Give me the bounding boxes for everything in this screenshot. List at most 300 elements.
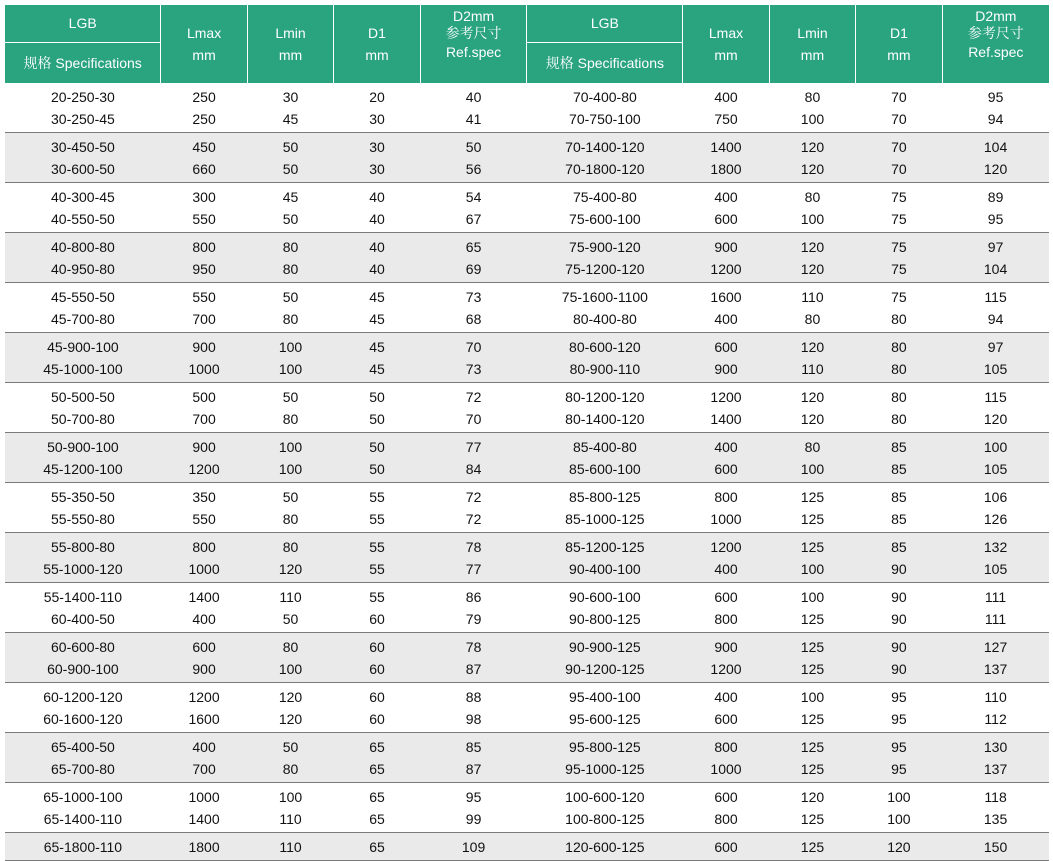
cell-right-d2: 105 bbox=[942, 358, 1049, 383]
cell-right-d2: 94 bbox=[987, 111, 1004, 127]
cell-left-lmax: 550 bbox=[161, 283, 247, 309]
cell-right-lmin: 110 bbox=[769, 358, 855, 383]
cell-right-lmin: 125 bbox=[769, 733, 855, 759]
cell-left-lmin: 80 bbox=[247, 258, 333, 283]
cell-left-spec: 45-1200-100 bbox=[5, 458, 161, 483]
cell-right-spec: 70-400-80 bbox=[572, 89, 637, 105]
cell-left-d1: 60 bbox=[369, 611, 385, 627]
row-group bbox=[5, 733, 1049, 783]
cell-left-spec: 65-400-50 bbox=[5, 733, 161, 759]
cell-right-lmax: 750 bbox=[714, 111, 738, 127]
table-row bbox=[5, 408, 1049, 433]
cell-right-d1: 75 bbox=[856, 183, 942, 209]
cell-left-lmax: 350 bbox=[161, 483, 247, 509]
cell-left-lmin: 100 bbox=[247, 333, 333, 359]
cell-right-spec: 100-600-120 bbox=[527, 783, 683, 809]
row-group bbox=[5, 183, 1049, 233]
cell-left-d1: 20 bbox=[369, 89, 385, 105]
cell-left-d2: 65 bbox=[420, 233, 527, 259]
cell-right-d1: 120 bbox=[856, 833, 942, 861]
cell-right-lmax: 600 bbox=[683, 458, 769, 483]
cell-left-spec: 45-1000-100 bbox=[5, 358, 161, 383]
table-row bbox=[5, 233, 1049, 259]
cell-right-lmin: 80 bbox=[769, 183, 855, 209]
cell-right-d1: 75 bbox=[856, 258, 942, 283]
cell-left-d1: 65 bbox=[334, 783, 420, 809]
cell-left-d2: 50 bbox=[420, 133, 527, 159]
cell-right-lmax: 600 bbox=[683, 833, 769, 861]
cell-right-d2: 115 bbox=[942, 383, 1049, 409]
cell-left-d1: 50 bbox=[369, 411, 385, 427]
cell-right-lmax: 900 bbox=[683, 633, 769, 659]
cell-left-lmin: 100 bbox=[247, 658, 333, 683]
cell-left-lmin: 50 bbox=[247, 283, 333, 309]
cell-left-d1: 40 bbox=[334, 258, 420, 283]
cell-right-lmin: 100 bbox=[769, 558, 855, 583]
cell-right-lmin: 80 bbox=[804, 311, 821, 327]
cell-right-lmin: 125 bbox=[769, 533, 855, 559]
cell-left-lmax: 550 bbox=[192, 211, 216, 227]
cell-right-spec: 75-1200-120 bbox=[527, 258, 683, 283]
cell-right-spec: 80-1200-120 bbox=[527, 383, 683, 409]
cell-left-d2: 54 bbox=[420, 183, 527, 209]
cell-right-d2: 120 bbox=[983, 411, 1008, 427]
cell-left-lmax: 450 bbox=[161, 133, 247, 159]
cell-right-d2: 135 bbox=[983, 811, 1008, 827]
table-row bbox=[5, 508, 1049, 533]
cell-left-spec: 55-550-80 bbox=[51, 511, 115, 527]
header-d1-right: D1 bbox=[856, 5, 942, 42]
cell-right-d2: 97 bbox=[942, 333, 1049, 359]
table-row bbox=[5, 708, 1049, 733]
cell-left-d1: 55 bbox=[334, 583, 420, 609]
header-d2-left bbox=[420, 5, 527, 42]
cell-right-lmax: 900 bbox=[683, 358, 769, 383]
cell-right-d2: 111 bbox=[984, 611, 1007, 627]
cell-right-lmin: 120 bbox=[769, 258, 855, 283]
cell-right-d1: 90 bbox=[856, 558, 942, 583]
header-lmax-right: Lmax bbox=[683, 5, 769, 42]
cell-right-lmin: 125 bbox=[800, 711, 825, 727]
cell-right-d2: 137 bbox=[942, 658, 1049, 683]
cell-right-d1: 75 bbox=[856, 283, 942, 309]
cell-right-d1: 85 bbox=[856, 533, 942, 559]
cell-left-lmax: 1400 bbox=[188, 811, 220, 827]
cell-right-d1: 85 bbox=[856, 458, 942, 483]
cell-left-d1: 55 bbox=[334, 558, 420, 583]
cell-right-d2: 104 bbox=[942, 133, 1049, 159]
cell-left-lmin: 110 bbox=[279, 811, 302, 827]
cell-right-spec: 85-600-100 bbox=[527, 458, 683, 483]
header-d1-left: D1 bbox=[334, 5, 420, 42]
table-row bbox=[5, 308, 1049, 333]
cell-left-d1: 50 bbox=[334, 433, 420, 459]
cell-right-lmax: 400 bbox=[683, 683, 769, 709]
cell-left-d2: 72 bbox=[420, 483, 527, 509]
cell-left-spec: 55-350-50 bbox=[5, 483, 161, 509]
header-lgb-left: LGB bbox=[5, 5, 161, 42]
cell-right-lmax: 800 bbox=[683, 483, 769, 509]
header-unit-d1-left: mm bbox=[334, 42, 420, 83]
cell-left-lmin: 100 bbox=[247, 358, 333, 383]
cell-right-d1: 95 bbox=[856, 758, 942, 783]
cell-right-d2: 89 bbox=[942, 183, 1049, 209]
cell-left-spec: 30-450-50 bbox=[5, 133, 161, 159]
cell-right-spec: 85-400-80 bbox=[527, 433, 683, 459]
cell-right-spec: 80-900-110 bbox=[527, 358, 683, 383]
row-group bbox=[5, 333, 1049, 383]
cell-right-lmin: 120 bbox=[769, 133, 855, 159]
cell-right-d1: 70 bbox=[891, 111, 907, 127]
header-lmin-right: Lmin bbox=[769, 5, 855, 42]
cell-right-d2: 132 bbox=[942, 533, 1049, 559]
cell-right-d1: 80 bbox=[891, 311, 907, 327]
cell-left-d2: 86 bbox=[420, 583, 527, 609]
cell-left-spec: 45-550-50 bbox=[5, 283, 161, 309]
header-spec-left: 规格 Specifications bbox=[5, 42, 161, 83]
cell-right-d1: 90 bbox=[856, 658, 942, 683]
cell-left-d2: 87 bbox=[420, 658, 527, 683]
table-row bbox=[5, 333, 1049, 359]
cell-left-d1: 60 bbox=[334, 683, 420, 709]
header-unit-d1-right: mm bbox=[856, 42, 942, 83]
cell-left-lmax: 1000 bbox=[161, 783, 247, 809]
row-group bbox=[5, 783, 1049, 833]
table-row bbox=[5, 208, 1049, 233]
cell-right-lmax: 1000 bbox=[710, 511, 742, 527]
cell-right-lmax: 400 bbox=[683, 183, 769, 209]
cell-right-lmax: 1200 bbox=[683, 533, 769, 559]
cell-left-lmax: 300 bbox=[161, 183, 247, 209]
cell-right-lmin: 100 bbox=[769, 458, 855, 483]
cell-right-spec: 95-800-125 bbox=[527, 733, 683, 759]
cell-left-lmax: 1000 bbox=[161, 558, 247, 583]
row-group bbox=[5, 83, 1049, 133]
table-row bbox=[5, 583, 1049, 609]
header-row-bottom bbox=[5, 42, 1049, 83]
cell-left-spec: 65-700-80 bbox=[5, 758, 161, 783]
cell-right-lmin: 125 bbox=[769, 658, 855, 683]
cell-left-d1: 60 bbox=[334, 658, 420, 683]
cell-left-d2: 95 bbox=[420, 783, 527, 809]
cell-left-lmax: 660 bbox=[161, 158, 247, 183]
cell-left-spec: 30-250-45 bbox=[51, 111, 115, 127]
cell-left-d2: 85 bbox=[420, 733, 527, 759]
cell-left-d1: 45 bbox=[369, 311, 385, 327]
cell-left-lmax: 550 bbox=[192, 511, 216, 527]
cell-left-d2: 40 bbox=[465, 89, 482, 105]
cell-left-d1: 65 bbox=[334, 758, 420, 783]
cell-left-d2: 73 bbox=[420, 358, 527, 383]
cell-left-lmin: 45 bbox=[282, 111, 299, 127]
cell-left-spec: 55-1000-120 bbox=[5, 558, 161, 583]
header-ref-spec-left: Ref.spec bbox=[420, 42, 527, 83]
cell-left-lmax: 1200 bbox=[161, 683, 247, 709]
table-row bbox=[5, 283, 1049, 309]
cell-left-d2: 70 bbox=[420, 333, 527, 359]
cell-right-spec: 75-900-120 bbox=[527, 233, 683, 259]
table-row bbox=[5, 433, 1049, 459]
cell-right-d2: 112 bbox=[984, 711, 1007, 727]
table-row bbox=[5, 83, 1049, 108]
header-d2-label: D2mm bbox=[975, 8, 1017, 24]
cell-right-spec: 85-800-125 bbox=[527, 483, 683, 509]
table-row bbox=[5, 758, 1049, 783]
cell-right-spec: 70-750-100 bbox=[569, 111, 641, 127]
cell-left-lmin: 80 bbox=[247, 233, 333, 259]
cell-left-d2: 78 bbox=[420, 533, 527, 559]
cell-left-spec: 60-400-50 bbox=[51, 611, 115, 627]
cell-left-d2: 88 bbox=[420, 683, 527, 709]
cell-left-spec: 50-500-50 bbox=[5, 383, 161, 409]
cell-right-lmax: 1000 bbox=[683, 758, 769, 783]
cell-left-d2: 99 bbox=[465, 811, 482, 827]
cell-right-d2: 100 bbox=[942, 433, 1049, 459]
cell-left-spec: 55-800-80 bbox=[5, 533, 161, 559]
cell-right-spec: 95-1000-125 bbox=[527, 758, 683, 783]
table-row bbox=[5, 658, 1049, 683]
cell-left-lmin: 80 bbox=[282, 511, 299, 527]
header-row-top bbox=[5, 5, 1049, 42]
cell-right-spec: 70-1800-120 bbox=[527, 158, 683, 183]
cell-right-d2: 95 bbox=[987, 211, 1004, 227]
table-row bbox=[5, 833, 1049, 861]
cell-right-lmax: 1400 bbox=[710, 411, 742, 427]
table-row bbox=[5, 733, 1049, 759]
cell-right-lmin: 80 bbox=[769, 433, 855, 459]
cell-right-d1: 85 bbox=[891, 511, 907, 527]
cell-left-lmin: 100 bbox=[247, 458, 333, 483]
cell-left-d2: 70 bbox=[465, 411, 482, 427]
cell-left-spec: 40-550-50 bbox=[51, 211, 115, 227]
cell-right-lmax: 800 bbox=[714, 611, 738, 627]
cell-right-spec: 70-1400-120 bbox=[527, 133, 683, 159]
cell-right-lmin: 125 bbox=[769, 483, 855, 509]
cell-left-lmin: 110 bbox=[247, 833, 333, 861]
cell-right-lmax: 1600 bbox=[683, 283, 769, 309]
cell-right-d1: 80 bbox=[891, 411, 907, 427]
cell-right-lmin: 125 bbox=[800, 811, 825, 827]
cell-right-d1: 70 bbox=[856, 133, 942, 159]
cell-right-d2: 105 bbox=[942, 458, 1049, 483]
cell-right-lmax: 1200 bbox=[683, 383, 769, 409]
cell-left-d2: 67 bbox=[465, 211, 482, 227]
cell-right-spec: 90-900-125 bbox=[527, 633, 683, 659]
cell-right-lmax: 400 bbox=[714, 311, 738, 327]
cell-right-d1: 75 bbox=[891, 211, 907, 227]
cell-right-lmin: 120 bbox=[769, 158, 855, 183]
cell-right-lmin: 120 bbox=[769, 333, 855, 359]
cell-right-spec: 80-1400-120 bbox=[565, 411, 645, 427]
table-row bbox=[5, 158, 1049, 183]
cell-left-d2: 72 bbox=[465, 511, 482, 527]
table-row bbox=[5, 383, 1049, 409]
cell-right-lmin: 125 bbox=[769, 633, 855, 659]
cell-right-lmax: 900 bbox=[683, 233, 769, 259]
row-group bbox=[5, 633, 1049, 683]
cell-right-d2: 115 bbox=[942, 283, 1049, 309]
cell-left-lmax: 900 bbox=[161, 658, 247, 683]
cell-right-d2: 94 bbox=[987, 311, 1004, 327]
cell-left-d2: 77 bbox=[420, 433, 527, 459]
cell-left-d2: 77 bbox=[420, 558, 527, 583]
cell-left-d1: 40 bbox=[369, 211, 385, 227]
cell-left-spec: 60-1200-120 bbox=[5, 683, 161, 709]
table-row bbox=[5, 808, 1049, 833]
cell-right-spec: 80-600-120 bbox=[527, 333, 683, 359]
cell-right-lmax: 1200 bbox=[683, 658, 769, 683]
cell-right-lmax: 1800 bbox=[683, 158, 769, 183]
cell-left-lmin: 45 bbox=[247, 183, 333, 209]
header-unit-lmax-right: mm bbox=[683, 42, 769, 83]
cell-right-d1: 70 bbox=[856, 158, 942, 183]
cell-left-d1: 30 bbox=[334, 133, 420, 159]
cell-right-d2: 104 bbox=[942, 258, 1049, 283]
cell-left-lmax: 700 bbox=[192, 311, 216, 327]
cell-right-d1: 90 bbox=[856, 633, 942, 659]
cell-left-spec: 40-800-80 bbox=[5, 233, 161, 259]
table-row bbox=[5, 358, 1049, 383]
cell-right-lmax: 400 bbox=[683, 433, 769, 459]
cell-left-lmax: 1800 bbox=[161, 833, 247, 861]
cell-right-lmax: 1400 bbox=[683, 133, 769, 159]
header-unit-lmax-left: mm bbox=[161, 42, 247, 83]
cell-right-lmin: 125 bbox=[800, 511, 825, 527]
cell-right-spec: 90-1200-125 bbox=[527, 658, 683, 683]
cell-right-lmin: 80 bbox=[804, 89, 821, 105]
cell-right-d2: 105 bbox=[942, 558, 1049, 583]
table-row bbox=[5, 108, 1049, 133]
cell-left-d1: 45 bbox=[334, 358, 420, 383]
cell-left-d1: 40 bbox=[334, 183, 420, 209]
cell-left-d2: 41 bbox=[465, 111, 482, 127]
spec-table bbox=[5, 5, 1049, 861]
cell-right-spec: 90-800-125 bbox=[569, 611, 641, 627]
table-row bbox=[5, 458, 1049, 483]
cell-left-lmin: 50 bbox=[282, 211, 299, 227]
cell-right-d2: 111 bbox=[942, 583, 1049, 609]
table-row bbox=[5, 533, 1049, 559]
table-row bbox=[5, 558, 1049, 583]
cell-right-d1: 90 bbox=[891, 611, 907, 627]
cell-left-d2: 98 bbox=[465, 711, 482, 727]
cell-left-lmin: 80 bbox=[247, 533, 333, 559]
cell-left-lmin: 50 bbox=[247, 133, 333, 159]
row-group bbox=[5, 233, 1049, 283]
cell-left-d1: 55 bbox=[334, 483, 420, 509]
cell-right-d1: 80 bbox=[856, 358, 942, 383]
cell-right-d2: 106 bbox=[942, 483, 1049, 509]
cell-left-d1: 55 bbox=[334, 533, 420, 559]
cell-right-lmin: 120 bbox=[769, 383, 855, 409]
cell-right-d2: 150 bbox=[942, 833, 1049, 861]
cell-left-lmin: 50 bbox=[247, 158, 333, 183]
cell-right-d1: 85 bbox=[856, 433, 942, 459]
cell-right-spec: 95-400-100 bbox=[527, 683, 683, 709]
cell-right-lmax: 1200 bbox=[683, 258, 769, 283]
cell-left-d1: 65 bbox=[334, 833, 420, 861]
cell-left-d2: 72 bbox=[420, 383, 527, 409]
cell-left-spec: 50-900-100 bbox=[5, 433, 161, 459]
cell-right-lmax: 600 bbox=[683, 783, 769, 809]
cell-right-spec: 90-400-100 bbox=[527, 558, 683, 583]
cell-left-d1: 60 bbox=[334, 633, 420, 659]
cell-left-d1: 30 bbox=[369, 111, 385, 127]
cell-left-lmin: 50 bbox=[247, 733, 333, 759]
table-row bbox=[5, 183, 1049, 209]
cell-right-d2: 130 bbox=[942, 733, 1049, 759]
cell-right-spec: 80-400-80 bbox=[572, 311, 637, 327]
cell-left-spec: 65-1800-110 bbox=[5, 833, 161, 861]
row-group bbox=[5, 833, 1049, 861]
header-d2-ref-cn: 参考尺寸 bbox=[967, 25, 1024, 41]
cell-left-spec: 65-1000-100 bbox=[5, 783, 161, 809]
cell-right-spec: 75-600-100 bbox=[569, 211, 641, 227]
table-row bbox=[5, 483, 1049, 509]
cell-right-d1: 100 bbox=[856, 783, 942, 809]
cell-right-lmin: 120 bbox=[769, 233, 855, 259]
cell-left-d2: 68 bbox=[465, 311, 482, 327]
cell-left-d1: 50 bbox=[334, 458, 420, 483]
cell-left-spec: 60-900-100 bbox=[5, 658, 161, 683]
cell-right-spec: 100-800-125 bbox=[565, 811, 645, 827]
cell-left-lmax: 950 bbox=[161, 258, 247, 283]
cell-right-d1: 85 bbox=[856, 483, 942, 509]
header-ref-spec-right: Ref.spec bbox=[942, 42, 1049, 83]
cell-right-lmax: 600 bbox=[683, 333, 769, 359]
cell-left-d2: 73 bbox=[420, 283, 527, 309]
cell-right-spec: 85-1000-125 bbox=[565, 511, 645, 527]
cell-left-d1: 65 bbox=[369, 811, 385, 827]
cell-right-d2: 127 bbox=[942, 633, 1049, 659]
cell-right-spec: 75-400-80 bbox=[527, 183, 683, 209]
row-group bbox=[5, 283, 1049, 333]
cell-right-d1: 95 bbox=[856, 683, 942, 709]
cell-right-d2: 110 bbox=[942, 683, 1049, 709]
cell-right-spec: 120-600-125 bbox=[527, 833, 683, 861]
cell-right-lmax: 800 bbox=[714, 811, 738, 827]
cell-left-d2: 109 bbox=[420, 833, 527, 861]
cell-left-d1: 45 bbox=[334, 333, 420, 359]
cell-left-lmax: 250 bbox=[192, 89, 216, 105]
cell-right-lmin: 110 bbox=[769, 283, 855, 309]
cell-left-spec: 30-600-50 bbox=[5, 158, 161, 183]
cell-left-spec: 60-600-80 bbox=[5, 633, 161, 659]
cell-left-lmax: 250 bbox=[192, 111, 216, 127]
cell-left-lmax: 800 bbox=[161, 233, 247, 259]
cell-left-spec: 40-300-45 bbox=[5, 183, 161, 209]
cell-left-lmin: 80 bbox=[247, 633, 333, 659]
cell-left-spec: 40-950-80 bbox=[5, 258, 161, 283]
table-header bbox=[5, 5, 1049, 83]
table-row bbox=[5, 133, 1049, 159]
cell-left-lmin: 120 bbox=[247, 558, 333, 583]
table-row bbox=[5, 258, 1049, 283]
cell-right-lmin: 125 bbox=[800, 611, 825, 627]
cell-left-spec: 45-700-80 bbox=[51, 311, 115, 327]
cell-right-lmin: 100 bbox=[769, 583, 855, 609]
cell-left-d2: 56 bbox=[420, 158, 527, 183]
header-spec-right: 规格 Specifications bbox=[527, 42, 683, 83]
cell-left-lmax: 400 bbox=[192, 611, 216, 627]
cell-right-lmax: 600 bbox=[714, 711, 738, 727]
cell-left-spec: 55-1400-110 bbox=[5, 583, 161, 609]
cell-left-spec: 65-1400-110 bbox=[43, 811, 123, 827]
cell-left-lmin: 50 bbox=[247, 383, 333, 409]
cell-left-spec: 50-700-80 bbox=[51, 411, 115, 427]
table-row bbox=[5, 783, 1049, 809]
cell-left-lmin: 50 bbox=[282, 611, 299, 627]
